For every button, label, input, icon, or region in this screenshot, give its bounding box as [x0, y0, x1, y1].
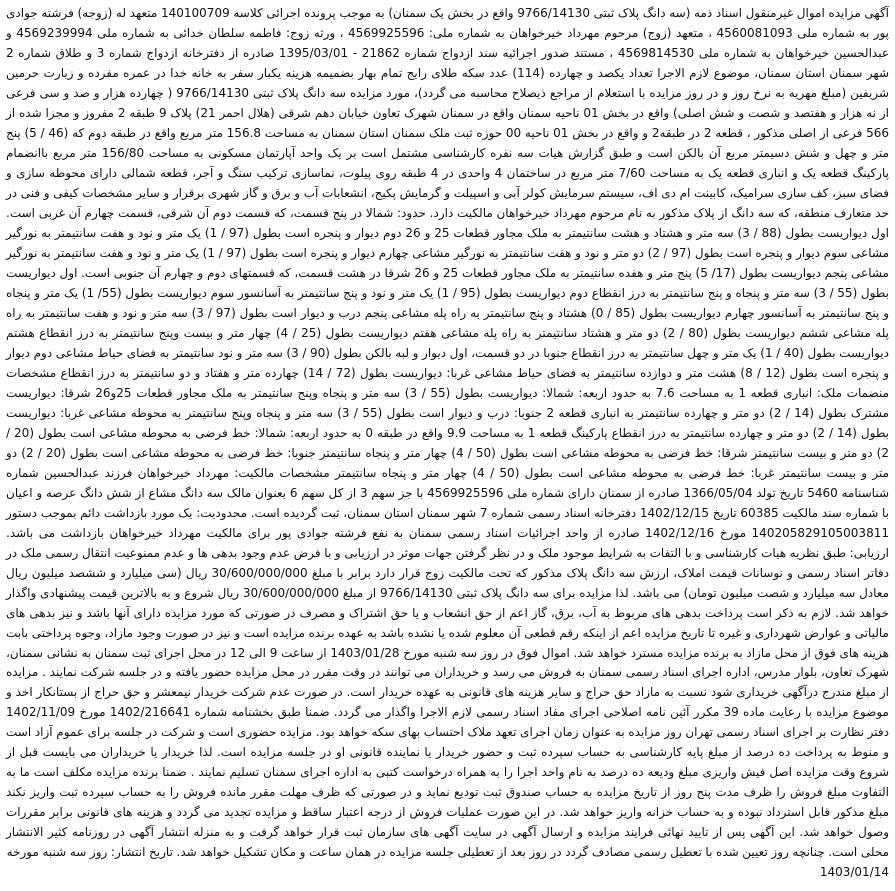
- notice-body-text: آگهی مزایده اموال غیرمنقول اسناد ذمه (سه دانگ پلاک ثبتی 9766/14130 واقع در بخش یک سمنان) به موجب پرونده اجرائی کلاسه 140100709 متعهد له (زوجه) فرشته جوادی پور به شماره ملی 4560081093 ، متعهد (زوج) مرحوم مهرداد خیرخواهان به شماره ملی: 4569925596 ، ورثه زوج: فاطمه سلطان خدائی به شماره ملی 4569239994 و عبدالحسین خیرخواهان به شماره ملی 4569814530 ، مستند صدور اجرائیه سند ازدواج شماره 21862 - 1395/03/01 صادره از دفترخانه ازدواج شماره 3 و طلاق شماره 2 شهر سمنان استان سمنان، موضوع لازم الاجرا تعداد یکصد و چهارده (114) عدد سکه طلای رایج تمام بهار بضمیمه هزینه یکبار سفر به خانه خدا در عمره مفرده و زیارت حرمین شریفین (مبلغ مهریه به نرخ روز و در روز مزایده با استعلام از مراجع ذیصلاح محاسبه می گردد)، مورد مزایده سه دانگ پلاک ثبتی 9766/14130 ( چهارده هزار و صد و سی فرعی از نه هزار و هفتصد و شصت و شش اصلی) واقع در بخش 01 ناحیه سمنان واقع در سمنان شهرک تعاون خیابان دهم شرقی (هلال احمر 21) پلاک 9 طبقه 2 مفروز و مجزا شده از 566 فرعی از اصلی مذکور ، قطعه 2 در طبقه2 و واقع در بخش 01 ناحیه 00 حوزه ثبت ملک سمنان استان سمنان به مساحت 156.8 متر مربع واقع در طبقه دوم که (46 / 5) پنج متر و چهل و شش دسیمتر مربع آن بالکن است و طبق گزارش هیات سه نفره کارشناسی مشتمل است بر یک واحد آپارتمان مسکونی به مساحت 156/80 متر مربع باانضمام پارکینگ قطعه یک و انباری قطعه یک به مساحت 7/60 متر مربع در ساختمان 4 واحدی در 4 طبقه روی پیلوت، نماسازی ترکیب سنگ و آجر، قطعه شمالی دارای محوطه سازی و فضای سبز، کف سازی سرامیک، کابینت ام دی اف، سیستم سرمایش کولر آبی و اسپیلت و گرمایش پکیج، انشعابات آب و برق و گاز شهری برقرار و سایر مشخصات کیفی و فنی در حد متعارف منطقه، که سه دانگ از پلاک مذکور به نام مرحوم مهرداد خیرخواهان مالکیت دارد. حدود: شمالا در پنج قسمت، که قسمت دوم آن شرقی، قسمت چهارم آن غربی است. اول دیواریست بطول (88 / 3) سه متر و هشتاد و هشت سانتیمتر به ملک مجاور قطعات 25 و 26 دوم دیوار و پنجره است بطول (97 / 1) یک متر و نود و هفت سانتیمتر به نورگیر مشاعی سوم دیوار و پنجره است بطول (97 / 2) دو متر و نود و هفت سانتیمتر به نورگیر مشاعی چهارم دیوار و پنجره است بطول (97 / 1) یک متر و نود و هفت سانتیمتر به نورگیر مشاعی پنجم دیواریست بطول (17/ 5) پنج متر و هفده سانتیمتر به ملک مجاور قطعات 25 و 26 شرقا در هشت قسمت، که قسمتهای دوم و چهارم آن جنوبی است. اول دیواریست بطول (55 / 3) سه متر و پنجاه و پنج سانتیمتر به درز انقطاع دوم دیواریست بطول (95 / 1) یک متر و نود و پنج سانتیمتر به آسانسور سوم دیواریست بطول (55/ 1) یک متر و پنجاه و پنج سانتیمتر به آسانسور چهارم دیواریست بطول (85 / 0) هشتاد و پنج سانتیمتر به راه پله مشاعی پنجم درب و دیوار است بطول (97 / 3) سه متر و نود و هفت سانتیمتر به راه پله مشاعی ششم دیواریست بطول (80 / 2) دو متر و هشتاد سانتیمتر به راه پله مشاعی هفتم دیواریست بطول (25 / 4) چهار متر و بیست وپنج سانتیمتر به درز انقطاع هشتم دیواریست بطول (40 / 1) یک متر و چهل سانتیمتر به درز انقطاع جنوبا در دو قسمت، اول دیوار و لبه بالکن بطول (90 / 3) سه متر و نود سانتیمتر به فضای حیاط مشاعی دوم دیوار و پنجره است بطول (12 / 8) هشت متر و دوازده سانتیمتر به فضای حیاط مشاعی غربا: دیواریست بطول (72 / 14) چهارده متر و هفتاد و دو سانتیمتر به درز انقطاع مشخصات منضمات ملک: انباری قطعه 1 به مساحت 7.6 به حدود اربعه: شمالا: دیواریست بطول (55 / 3) سه متر و پنجاه وپنج سانتیمتر به ملک مجاور قطعات 25و26 شرقا: دیواریست مشترک بطول (14 / 2) دو متر و چهارده سانتیمتر به انباری قطعه 2 جنوبا: درب و دیوار است بطول (55 / 3) سه متر و پنجاه وپنج سانتیمتر به محوطه مشاعی غربا: دیواریست بطول (14 / 2) دو متر و چهارده سانتیمتر به درز انقطاع پارکینگ قطعه 1 به مساحت 9.9 واقع در طبقه 0 به حدود اربعه: شمالا: خط فرضی به محوطه مشاعی است بطول (20 / 2) دو متر و بیست سانتیمتر شرقا: خط فرضی به محوطه مشاعی است بطول (50 / 4) چهار متر و پنجاه سانتیمتر جنوبا: خط فرضی به محوطه مشاعی است بطول (20 / 2) دو متر و بیست سانتیمتر غربا: خط فرضی به محوطه مشاعی است بطول (50 / 4) چهار متر و پنجاه سانتیمتر مشخصات مالکیت: مهرداد خیرخواهان فرزند عبدالحسین شماره شناسنامه 5460 تاریخ تولد 1366/05/04 صادره از سمنان دارای شماره ملی 4569925596 با جز سهم 3 از کل سهم 6 بعنوان مالک سه دانگ مشاع از شش دانگ عرصه و اعیان با شماره سند مالکیت 60385 تاریخ 1402/12/15 دفترخانه اسناد رسمی شماره 7 شهر سمنان استان سمنان، ثبت گردیده است. محدودیت: یک مورد بازداشت دائم بموجب دستور 140205829105003811 مورخ 1402/12/16 صادره از واحد اجرائیات اسناد رسمی سمنان به نفع فرشته جوادی پور برای مالکیت مهرداد خیرخواهان بازداشت می باشد. ارزیابی: طبق نظریه هیات کارشناسی و با التفات به شرایط موجود ملک و در نظر گرفتن جهات موثر در ارزیابی و با فرض عدم وجود بدهی ها و عدم ممنوعیت انتقال رسمی ملک در دفاتر اسناد رسمی و نوسانات قیمت املاک، ارزش سه دانگ پلاک مذکور که تحت مالکیت زوج قرار دارد برابر با مبلغ 30/600/000/000 ریال (سی میلیارد و ششصد میلیون ریال معادل سه میلیارد و شصت میلیون تومان) می باشد. لذا مزایده برای سه دانگ پلاک ثبتی 9766/14130 از مبلغ 30/600/000/000 ریال شروع و به بالاترین قیمت پیشنهادی واگذار خواهد شد. لازم به ذکر است پرداخت بدهی های مربوط به آب، برق، گاز اعم از حق انشعاب و یا حق اشتراک و مصرف در صورتی که مورد مزایده دارای آنها باشد و نیز بدهی های مالیاتی و عوارض شهرداری و غیره تا تاریخ مزایده اعم از اینکه رقم قطعی آن معلوم شده یا نشده باشد به عهده برنده مزایده است و نیز در صورت وجود مازاد، وجوه پرداختی بابت هزینه های فوق از محل مازاد به برنده مزایده مسترد خواهد شد. اموال فوق در روز سه شنبه مورخ 1403/01/28 از ساعت 9 الی 12 در محل اجرای ثبت سمنان به نشانی سمنان، شهرک تعاون، بلوار مدرس، اداره اجرای اسناد رسمی سمنان به فروش می رسد و خریداران می توانند در وقت مقرر در محل مزایده حضور یافته و در جلسه شرکت نمایند . مزایده از مبلغ مندرج درآگهی خریداری شود نسبت به مازاد حق حراج و سایر هزینه های قانونی به عهده خریدار است. در صورت عدم شرکت خریدار نیمعشر و حق حراج از بستانکار اخذ و موضوع مزایده با رعایت ماده 39 مکرر آئین نامه اصلاحی اجرای مفاد اسناد رسمی لازم الاجرا واگذار می گردد. ضمنا طبق بخشنامه شماره 1402/216641 مورخ 1402/11/09 دفتر نظارت بر اجرای اسناد رسمی تهران روز مزایده به عنوان زمان اجرای تعهد ملاک احتساب بهای سکه خواهد بود. مزایده حضوری است و شرکت در جلسه برای عموم آزاد است و منوط به پرداخت ده درصد از مبلغ پایه کارشناسی به حساب سپرده ثبت و حضور خریدار یا نماینده قانونی او در جلسه مزایده است. لذا خریدار یا خریداران می بایست قبل از شروع وقت مزایده اصل فیش واریزی مبلغ ودیعه ده درصد به نام واحد اجرا را به همراه درخواست کتبی به اداره اجرای سمنان تسلیم نمایند . ضمنا برنده مزایده مکلف است ما به التفاوت مبلغ فروش را ظرف مدت پنج روز از تاریخ مزایده به حساب صندوق ثبت تودیع نماید و در صورتی که ظرف مهلت مقرر مانده فروش را به حساب سپرده ثبت واریز نکند مبلغ مذکور قابل استرداد نبوده و به حساب خزانه واریز خواهد شد. در این صورت عملیات فروش از درجه اعتبار ساقط و مزایده تجدید می گردد و هزینه های قانونی برابر مقررات وصول خواهد شد. این آگهی پس از تایید نهائی فرایند مزایده و ارسال آگهی در سایت آگهی های سازمان ثبت قرار خواهد گرفت و به منزله انتشار آگهی در روزنامه کثیر الانتشار محلی است. چنانچه روز تعیین شده با تعطیل رسمی مصادف گردد در روز بعد از تعطیلی جلسه مزایده در همان ساعت و مکان تشکیل خواهد شد. تاریخ انتشار: روز سه شنبه مورخه: [6, 6, 890, 860]
- publication-date: 1403/01/14: [819, 865, 889, 880]
